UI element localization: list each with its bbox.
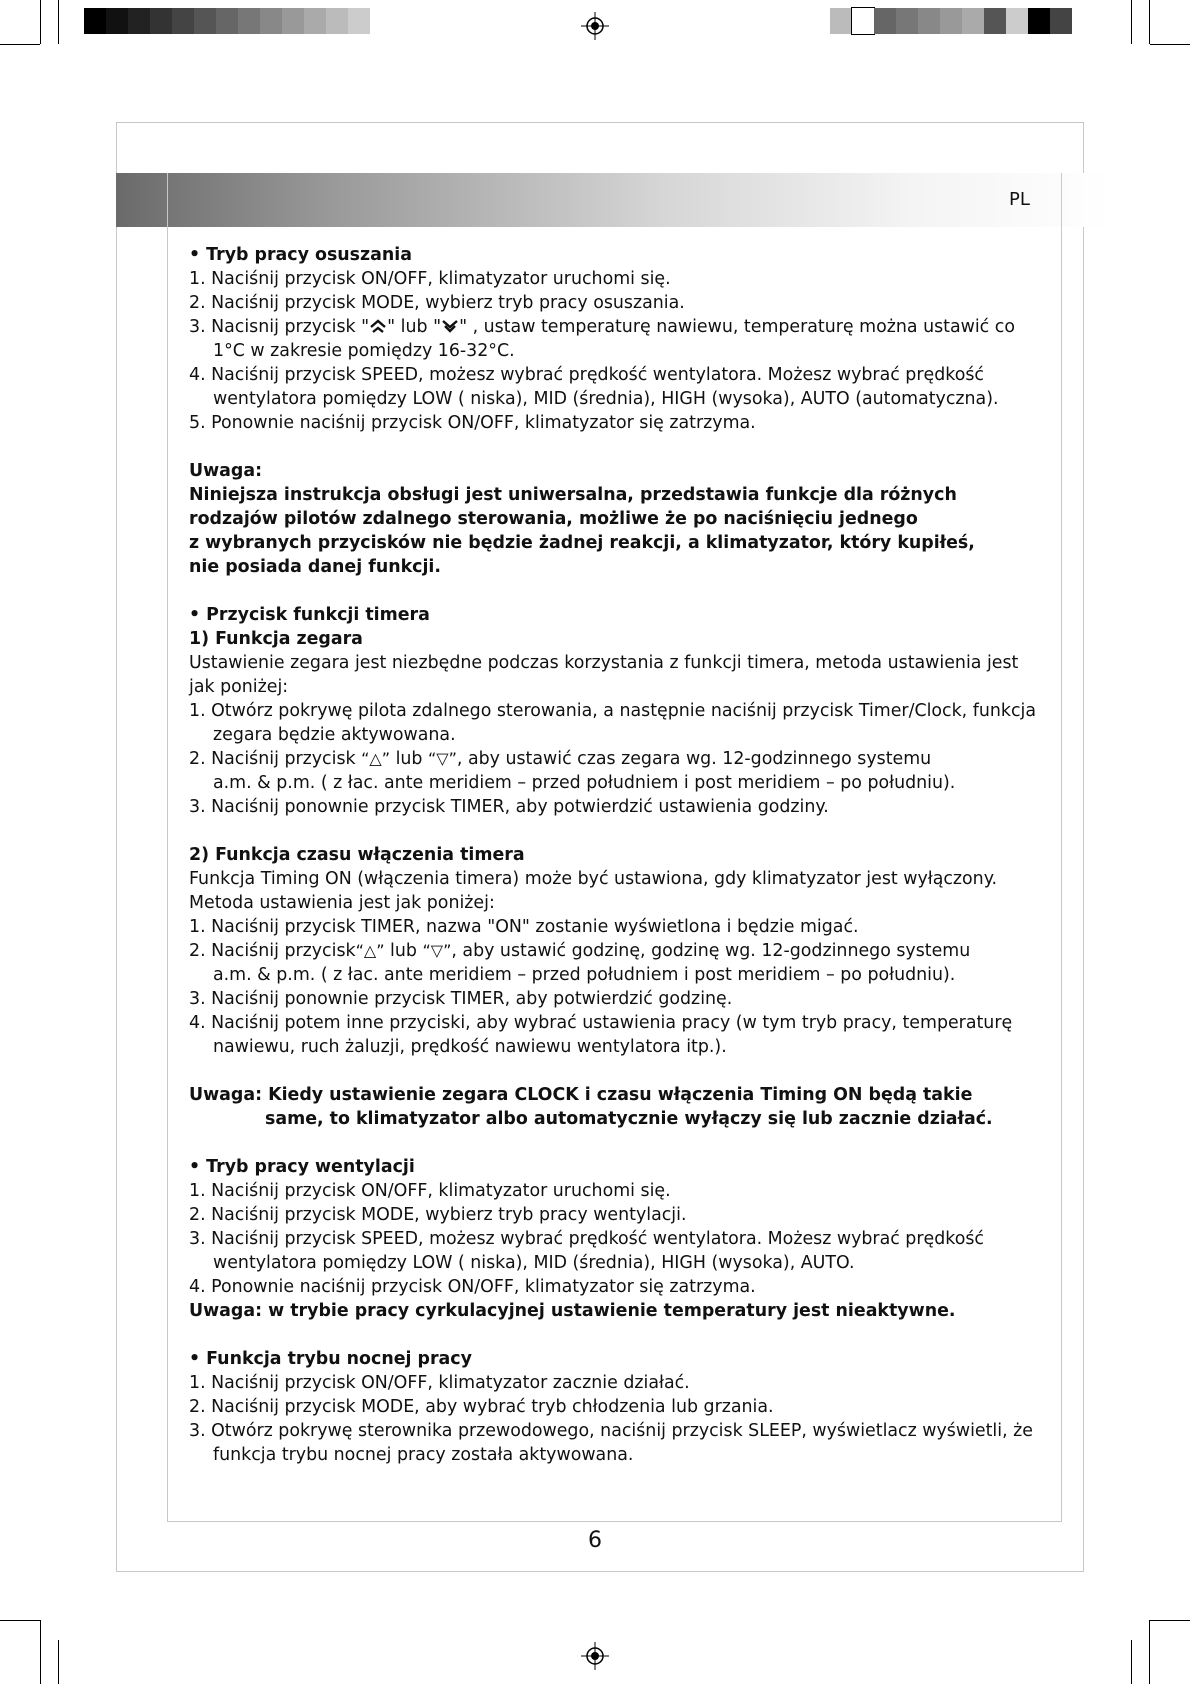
quote-open: “ [355,941,364,960]
crop-mark [0,1620,40,1621]
paragraph: Metoda ustawienia jest jak poniżej: [189,893,495,913]
note-line: nie posiada danej funkcji. [189,557,441,577]
note-fan: Uwaga: w trybie pracy cyrkulacyjnej ustawienie temperatury jest nieaktywne. [189,1301,956,1321]
text-fragment: 3. Nacisnij przycisk " [189,317,370,337]
note-clock-timing: Uwaga: Kiedy ustawienie zegara CLOCK i czasu włączenia Timing ON będą takie [189,1085,973,1105]
color-bar-right [830,8,1072,34]
paragraph: Funkcja Timing ON (włączenia timera) może być ustawiona, gdy klimatyzator jest wyłączony. [189,869,998,889]
list-item: 4. Naciśnij przycisk SPEED, możesz wybrać prędkość wentylatora. Możesz wybrać prędkość [189,365,984,385]
crop-mark [0,44,40,45]
language-code: PL [1009,189,1030,210]
text-fragment: lub [390,941,423,961]
quote-open: “ [422,941,431,960]
list-item-continuation: 1°C w zakresie pomiędzy 16-32°C. [213,341,515,361]
note-line: z wybranych przycisków nie będzie żadnej reakcji, a klimatyzator, który kupiłeś, [189,533,975,553]
text-fragment: " , ustaw temperaturę nawiewu, temperaturę można ustawić co [459,317,1015,337]
crop-mark [1131,0,1132,44]
text-fragment: , aby ustawić czas zegara wg. 12-godzinnego systemu [456,749,932,769]
list-item [189,315,1059,339]
list-item: 2. Naciśnij przycisk MODE, wybierz tryb pracy wentylacji. [189,1205,687,1225]
crop-mark [40,0,41,44]
list-item: 1. Naciśnij przycisk ON/OFF, klimatyzator uruchomi się. [189,1181,671,1201]
list-item [189,939,1059,963]
text-fragment: , aby ustawić godzinę, godzinę wg. 12-godzinnego systemu [451,941,971,961]
section-title-fan: • Tryb pracy wentylacji [189,1157,415,1177]
text-fragment: lub [395,749,428,769]
list-item: 4. Naciśnij potem inne przyciski, aby wybrać ustawienia pracy (w tym tryb pracy, temperaturę [189,1013,1013,1033]
list-item: 1. Naciśnij przycisk ON/OFF, klimatyzator zacznie działać. [189,1373,690,1393]
triangle-down-icon: ▽ [436,749,449,768]
subsection-title-timing-on: 2) Funkcja czasu włączenia timera [189,845,525,865]
list-item-continuation: nawiewu, ruch żaluzji, prędkość nawiewu wentylatora itp.). [213,1037,727,1057]
crop-mark [1150,1620,1190,1621]
section-title-drying: • Tryb pracy osuszania [189,245,412,265]
page-number: 6 [588,1528,602,1553]
chevron-up-icon [369,319,387,333]
section-title-sleep: • Funkcja trybu nocnej pracy [189,1349,472,1369]
quote-close: ” [376,941,385,960]
list-item: 1. Otwórz pokrywę pilota zdalnego sterowania, a następnie naciśnij przycisk Timer/Clock, funkcja [189,701,1037,721]
list-item [189,747,1059,771]
text-fragment: 2. Naciśnij przycisk [189,749,362,769]
text-fragment: 2. Naciśnij przycisk [189,941,356,961]
list-item-continuation: wentylatora pomiędzy LOW ( niska), MID (średnia), HIGH (wysoka), AUTO (automatyczna). [213,389,999,409]
section-title-timer: • Przycisk funkcji timera [189,605,430,625]
color-bar-left [84,8,370,34]
note-line: Niniejsza instrukcja obsługi jest uniwersalna, przedstawia funkcje dla różnych [189,485,957,505]
triangle-up-icon: △ [369,749,382,768]
quote-open: “ [361,749,370,768]
note-clock-timing-continuation: same, to klimatyzator albo automatycznie wyłączy się lub zacznie działać. [265,1109,993,1129]
list-item: 4. Ponownie naciśnij przycisk ON/OFF, klimatyzator się zatrzyma. [189,1277,756,1297]
registration-mark-top [581,12,609,40]
crop-mark [58,0,59,44]
subsection-title-clock: 1) Funkcja zegara [189,629,363,649]
registration-mark-bottom [581,1642,609,1670]
quote-close: ” [381,749,391,768]
quote-close: ” [448,749,457,768]
list-item-continuation: a.m. & p.m. ( z łac. ante meridiem – przed południem i post meridiem – po południu). [213,773,956,793]
triangle-down-icon: ▽ [430,941,444,960]
crop-mark [1131,1640,1132,1684]
list-item: 3. Naciśnij ponownie przycisk TIMER, aby potwierdzić godzinę. [189,989,733,1009]
manual-content [189,243,1059,1467]
list-item: 3. Naciśnij przycisk SPEED, możesz wybrać prędkość wentylatora. Możesz wybrać prędkość [189,1229,984,1249]
crop-mark [58,1640,59,1684]
list-item: 3. Otwórz pokrywę sterownika przewodowego, naciśnij przycisk SLEEP, wyświetlacz wyświetli, że [189,1421,1033,1441]
list-item: 1. Naciśnij przycisk TIMER, nazwa "ON" zostanie wyświetlona i będzie migać. [189,917,859,937]
chevron-down-icon [441,319,459,333]
list-item: 1. Naciśnij przycisk ON/OFF, klimatyzator uruchomi się. [189,269,671,289]
triangle-up-icon: △ [363,941,377,960]
paragraph: Ustawienie zegara jest niezbędne podczas korzystania z funkcji timera, metoda ustawienia jest [189,653,1019,673]
list-item-continuation: zegara będzie aktywowana. [213,725,456,745]
quote-open: “ [427,749,437,768]
list-item-continuation: funkcja trybu nocnej pracy została aktywowana. [213,1445,634,1465]
note-title: Uwaga: [189,461,263,481]
list-item-continuation: wentylatora pomiędzy LOW ( niska), MID (średnia), HIGH (wysoka), AUTO. [213,1253,855,1273]
list-item-continuation: a.m. & p.m. ( z łac. ante meridiem – przed południem i post meridiem – po południu). [213,965,956,985]
crop-mark [40,1620,41,1684]
list-item: 2. Naciśnij przycisk MODE, wybierz tryb pracy osuszania. [189,293,685,313]
list-item: 3. Naciśnij ponownie przycisk TIMER, aby potwierdzić ustawienia godziny. [189,797,829,817]
crop-mark [1149,1620,1150,1684]
note-line: rodzajów pilotów zdalnego sterowania, możliwe że po naciśnięciu jednego [189,509,918,529]
text-fragment: " lub " [387,317,442,337]
crop-mark [1149,0,1150,44]
quote-close: ” [443,941,452,960]
paragraph: jak poniżej: [189,677,289,697]
list-item: 2. Naciśnij przycisk MODE, aby wybrać tryb chłodzenia lub grzania. [189,1397,774,1417]
list-item: 5. Ponownie naciśnij przycisk ON/OFF, klimatyzator się zatrzyma. [189,413,756,433]
crop-mark [1150,44,1190,45]
